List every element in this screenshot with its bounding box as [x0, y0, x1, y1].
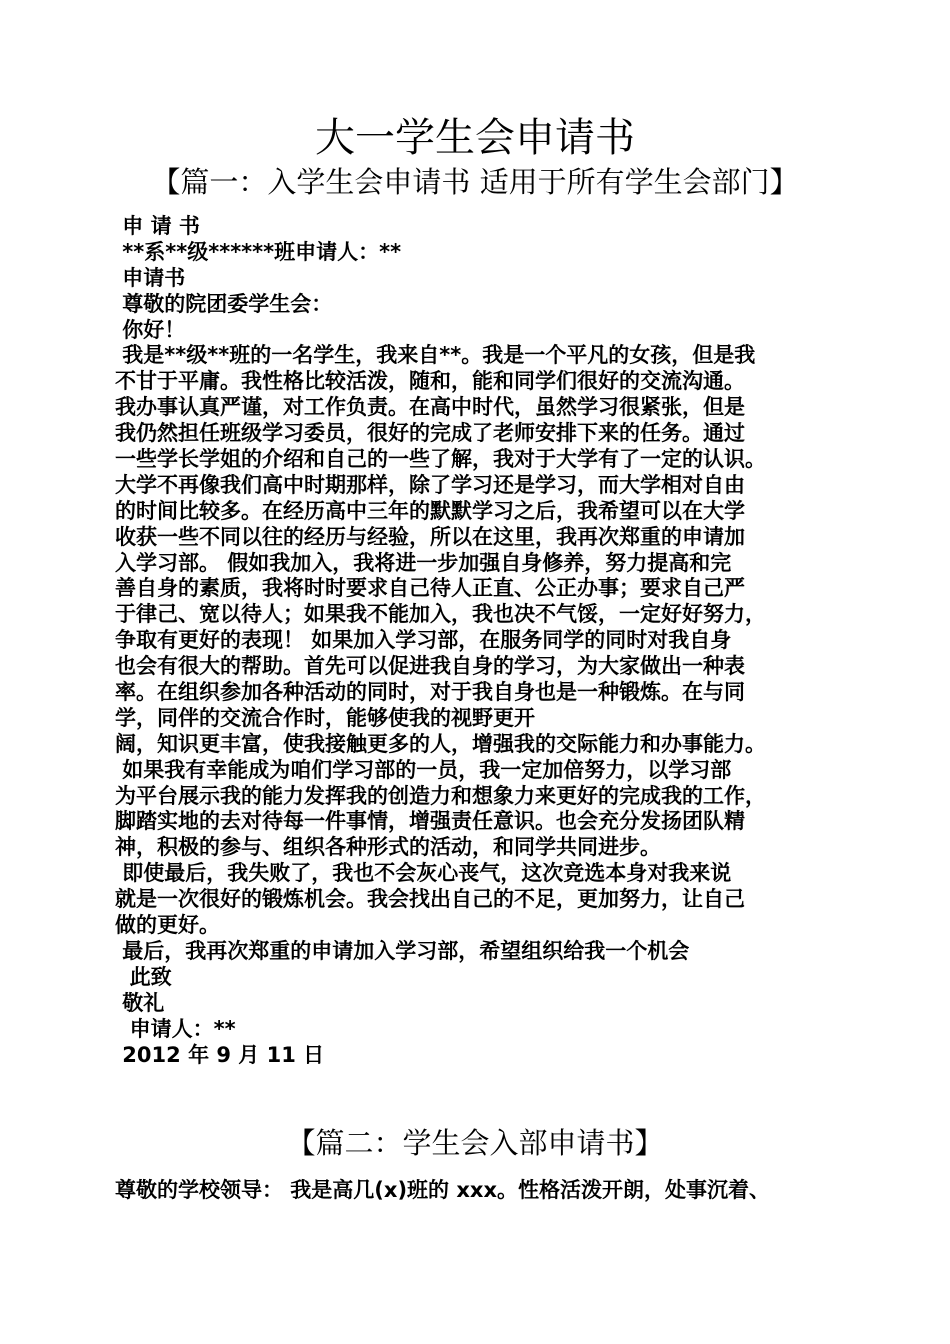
- text-line: 即使最后，我失败了，我也不会灰心丧气，这次竞选本身对我来说: [115, 861, 732, 886]
- text-line: 脚踏实地的去对待每一件事情，增强责任意识。也会充分发扬团队精: [115, 809, 745, 834]
- text-line: 一些学长学姐的介绍和自己的一些了解，我对于大学有了一定的认识。: [115, 447, 766, 472]
- section-2-body: [115, 1178, 855, 1204]
- section-1-body: [115, 214, 855, 1068]
- text-line: 阔，知识更丰富，使我接触更多的人，增强我的交际能力和办事能力。: [115, 731, 766, 756]
- text-line: 2012 年 9 月 11 日: [115, 1042, 325, 1067]
- text-line: 学，同伴的交流合作时，能够使我的视野更开: [115, 705, 535, 730]
- text-line: 也会有很大的帮助。首先可以促进我自身的学习，为大家做出一种表: [115, 654, 745, 679]
- text-line: 你好！: [115, 317, 186, 342]
- document-title: 大一学生会申请书: [315, 115, 635, 161]
- text-line: **系**级******班申请人：**: [115, 239, 402, 264]
- section-1-heading: 【篇一：入学生会申请书 适用于所有学生会部门】: [151, 165, 799, 199]
- text-line: 如果我有幸能成为咱们学习部的一员，我一定加倍努力，以学习部: [115, 757, 732, 782]
- text-line: 不甘于平庸。我性格比较活泼，随和，能和同学们很好的交流沟通。: [115, 369, 745, 394]
- text-line: 入学习部。 假如我加入，我将进一步加强自身修养，努力提高和完: [115, 550, 732, 575]
- section-2-heading: 【篇二：学生会入部申请书】: [286, 1126, 664, 1160]
- text-line: 此致: [115, 964, 172, 989]
- text-line: 申请人：**: [115, 1016, 236, 1041]
- text-line: 我是**级**班的一名学生，我来自**。我是一个平凡的女孩，但是我: [115, 343, 756, 368]
- text-line: 为平台展示我的能力发挥我的创造力和想象力来更好的完成我的工作，: [115, 783, 766, 808]
- text-line: 神，积极的参与、组织各种形式的活动，和同学共同进步。: [115, 835, 661, 860]
- text-line: 尊敬的院团委学生会：: [115, 291, 333, 316]
- text-line: 尊敬的学校领导： 我是高几(x)班的 xxx。性格活泼开朗，处事沉着、: [115, 1178, 770, 1202]
- text-line: 申请书: [115, 265, 186, 290]
- text-line: 做的更好。: [115, 913, 220, 938]
- text-line: 敬礼: [115, 990, 165, 1015]
- text-line: 率。在组织参加各种活动的同时，对于我自身也是一种锻炼。在与同: [115, 680, 745, 705]
- text-line: 争取有更好的表现！ 如果加入学习部，在服务同学的同时对我自身: [115, 628, 732, 653]
- text-line: 大学不再像我们高中时期那样，除了学习还是学习，而大学相对自由: [115, 472, 745, 497]
- text-line: 我仍然担任班级学习委员，很好的完成了老师安排下来的任务。通过: [115, 421, 745, 446]
- text-line: 于律己、宽以待人；如果我不能加入，我也决不气馁，一定好好努力，: [115, 602, 766, 627]
- text-line: 善自身的素质，我将时时要求自己待人正直、公正办事；要求自己严: [115, 576, 745, 601]
- text-line: 收获一些不同以往的经历与经验，所以在这里，我再次郑重的申请加: [115, 524, 745, 549]
- text-line: 我办事认真严谨，对工作负责。在高中时代，虽然学习很紧张，但是: [115, 395, 745, 420]
- text-line: 申 请 书: [115, 214, 200, 238]
- text-line: 的时间比较多。在经历高中三年的默默学习之后，我希望可以在大学: [115, 498, 745, 523]
- text-line: 最后，我再次郑重的申请加入学习部，希望组织给我一个机会: [115, 938, 690, 963]
- text-line: 就是一次很好的锻炼机会。我会找出自己的不足，更加努力，让自己: [115, 887, 745, 912]
